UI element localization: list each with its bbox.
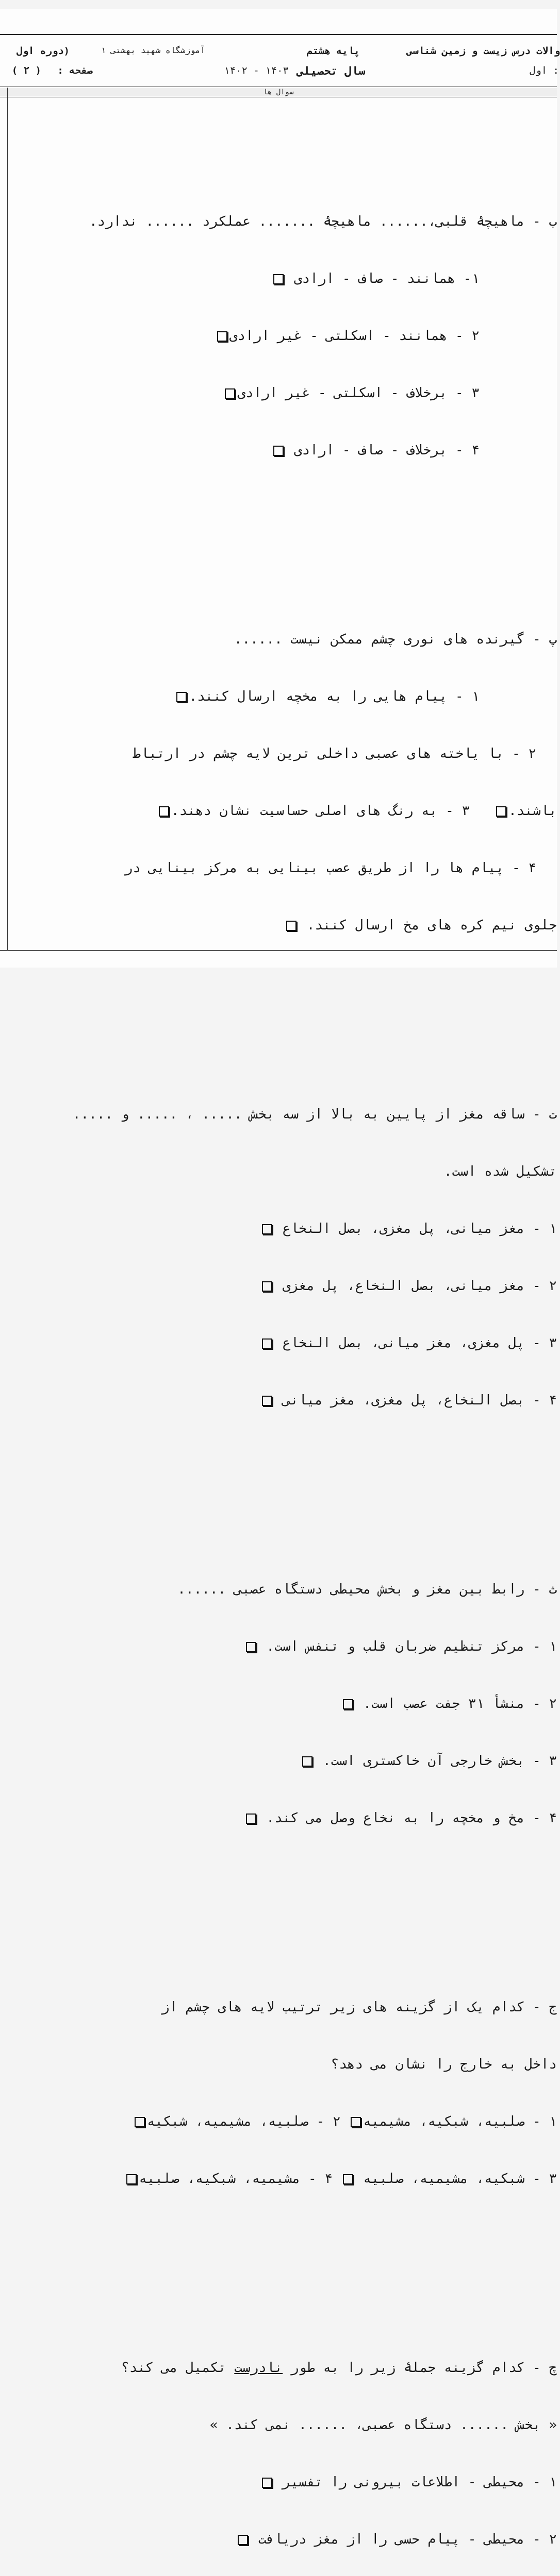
question-stem-cont: تشکیل شده است. [443,1164,557,1179]
question-ch [9,2320,557,2576]
checkbox[interactable] [496,806,506,817]
question-stem: پ - گیرنده های نوری چشم ممکن نیست ...... [234,632,557,647]
year-label: سال تحصیلی [297,65,365,78]
checkbox[interactable] [286,921,297,931]
option-1[interactable]: ۱- همانند - صاف - ارادی [9,269,557,289]
question-th [9,1542,557,1866]
checkbox[interactable] [135,2117,145,2127]
checkbox[interactable] [225,388,235,399]
checkbox[interactable] [246,1642,256,1652]
checkbox[interactable] [343,1699,353,1709]
checkbox[interactable] [262,1224,272,1234]
checkbox[interactable] [176,692,187,702]
checkbox[interactable] [126,2174,137,2184]
option-1[interactable]: ۱ - مغز میانی، پل مغزی، بصل النخاع [9,1219,557,1239]
checkbox[interactable] [262,1396,272,1406]
checkbox[interactable] [217,331,227,342]
question-stem: چ - کدام گزینه جملۀ زیر را به طور نادرست تکمیل می کند؟ [121,2360,557,2376]
question-stem-cont: « بخش ...... دستگاه عصبی، ...... نمی کند. » [209,2417,557,2433]
option-2[interactable]: ۲ - منشأ ۳۱ جفت عصب است. [9,1694,557,1714]
checkbox[interactable] [302,1756,312,1767]
option-4[interactable]: ۴ - مخ و مخچه را به نخاع وصل می کند. [9,1809,557,1828]
checkbox[interactable] [273,446,284,456]
options-row-1[interactable]: ۱ - صلبیه، شبکیه، مشیمیه ۲ - صلبیه، مشیمیه، شبکیه [9,2112,557,2131]
exam-header [0,45,560,87]
question-stem: ث - رابط بین مغز و بخش محیطی دستگاه عصبی ...... [177,1582,557,1597]
option-2: ۲ - با یاخته های عصبی داخلی ترین لایه چشم در ارتباط [133,746,536,761]
year-value: ۱۴۰۳ - ۱۴۰۲ [224,65,289,76]
questions-column-header: سوال ها [0,88,557,97]
option-4: ۴ - پیام ها را از طریق عصب بینایی به مرکز بینایی در [124,860,536,876]
checkbox[interactable] [262,1281,272,1292]
checkbox[interactable] [351,2117,361,2127]
term-label: : اول [529,65,559,76]
question-j [9,1960,557,2227]
question-t [9,1067,557,1448]
question-p [9,592,557,973]
checkbox[interactable] [238,2535,248,2545]
options-row-2[interactable]: ۳ - شبکیه، مشیمیه، صلبیه ۴ - مشیمیه، شبکیه، صلبیه [9,2170,557,2189]
question-stem: ب - ماهیچۀ قلبی،...... ماهیچۀ ....... عملکرد ...... ندارد. [89,214,557,229]
option-2[interactable]: ۲ - محیطی - پیام حسی را از مغز دریافت [9,2530,557,2549]
page-label: صفحه : [57,65,93,76]
checkbox[interactable] [246,1814,256,1824]
option-4[interactable]: ۴ - برخلاف - صاف - ارادی [9,441,557,460]
checkbox[interactable] [262,1338,272,1349]
option-2-3[interactable]: باشند. ۳ - به رنگ های اصلی حساسیت نشان دهند. [9,802,557,821]
option-4-cont[interactable]: جلوی نیم کره های مخ ارسال کنند. [9,916,557,935]
question-stem: ج - کدام یک از گزینه های زیر ترتیب لایه های چشم از [161,1999,557,2015]
checkbox[interactable] [159,806,169,817]
option-2[interactable]: ۲ - مغز میانی، بصل النخاع، پل مغزی [9,1277,557,1296]
course-title: والات درس زیست و زمین شناسی [406,45,560,57]
underlined-word: نادرست [234,2360,283,2376]
questions-body [9,98,557,2576]
bottom-rule [0,950,557,951]
question-b [9,174,557,498]
option-1[interactable]: ۱ - پیام هایی را به مخچه ارسال کنند. [9,687,557,706]
question-stem: ت - ساقه مغز از پایین به بالا از سه بخش ..... ، ..... و ..... [72,1107,557,1122]
exam-sheet [0,9,560,2547]
option-3[interactable]: ۳ - برخلاف - اسکلتی - غیر ارادی [9,384,557,403]
checkbox[interactable] [343,2174,353,2184]
option-3[interactable]: ۳ - بخش خارجی آن خاکستری است. [9,1752,557,1771]
checkbox[interactable] [273,274,284,284]
option-3[interactable]: ۳ - پل مغزی، مغز میانی، بصل النخاع [9,1334,557,1353]
question-stem-cont: داخل به خارج را نشان می دهد؟ [331,2057,557,2072]
page-value: ( ۲ ) [11,65,41,76]
option-1[interactable]: ۱ - مرکز تنظیم ضربان قلب و تنفس است. [9,1637,557,1656]
left-margin-rule [7,88,8,951]
option-1[interactable]: ۱ - محیطی - اطلاعات بیرونی را تفسیر [9,2473,557,2492]
top-rule [0,34,557,35]
checkbox[interactable] [262,2478,272,2488]
option-2[interactable]: ۲ - همانند - اسکلتی - غیر ارادی [9,327,557,346]
period-label: (دوره اول [17,45,70,57]
grade-label: پایه هشتم [307,45,360,57]
school-name: آموزشگاه شهید بهشتی ۱ [101,45,205,55]
option-4[interactable]: ۴ - بصل النخاع، پل مغزی، مغز میانی [9,1391,557,1410]
